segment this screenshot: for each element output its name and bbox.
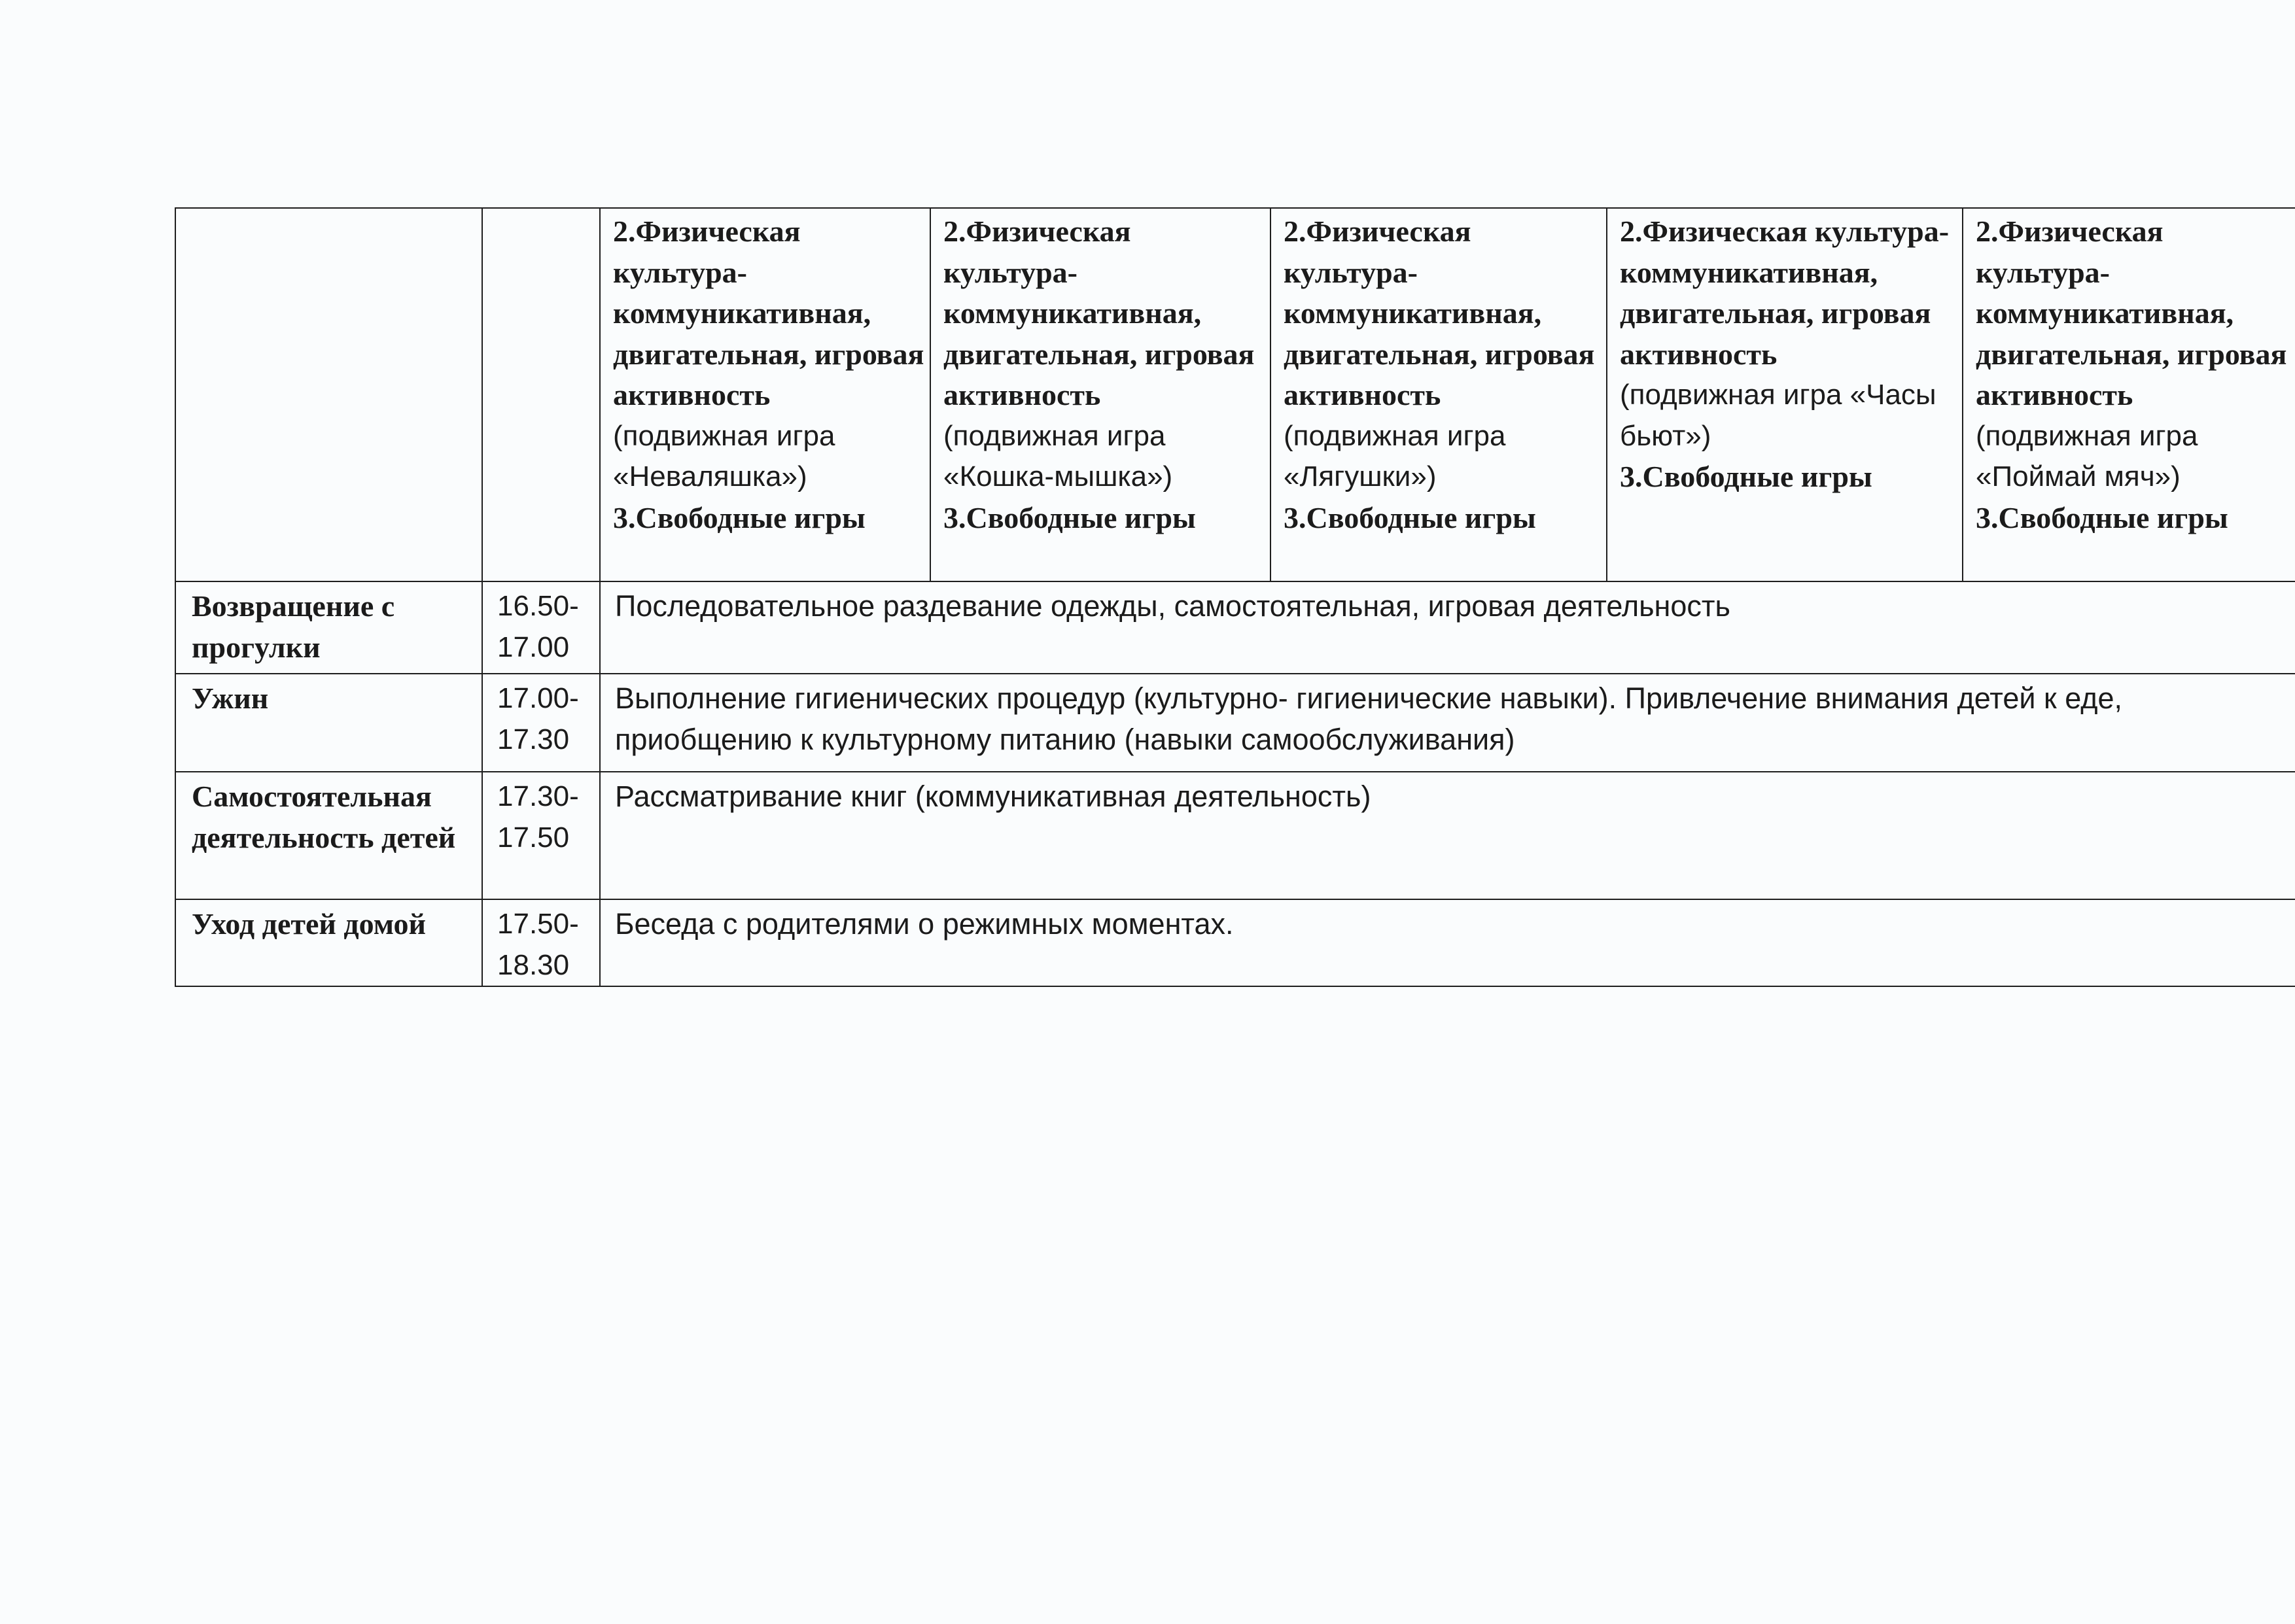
regime-label: Самостоятельная деятельность детей (175, 772, 482, 899)
activity-title: 2.Физическая культура-коммуникативная, двигательная, игровая активность (613, 215, 924, 411)
time-range: 17.30-17.50 (482, 772, 600, 899)
regime-label: Уход детей домой (175, 899, 482, 986)
game-description: (подвижная игра «Лягушки») (1284, 419, 1506, 492)
game-cell (1607, 208, 1963, 581)
game-description: (подвижная игра «Поймай мяч») (1976, 419, 2198, 492)
regime-label: Ужин (175, 674, 482, 772)
game-cell (1270, 208, 1607, 581)
regime-description: Рассматривание книг (коммуникативная деятельность) (600, 772, 2295, 899)
free-play-label: 3.Свободные игры (1284, 500, 1536, 534)
game-cell (600, 208, 930, 581)
game-cell (930, 208, 1270, 581)
regime-description: Последовательное раздевание одежды, самостоятельная, игровая деятельность (600, 581, 2295, 674)
activity-title: 2.Физическая культура-коммуникативная, двигательная, игровая активность (1284, 215, 1595, 411)
free-play-label: 3.Свободные игры (1620, 460, 1872, 493)
free-play-label: 3.Свободные игры (943, 500, 1196, 534)
free-play-label: 3.Свободные игры (613, 500, 866, 534)
empty-label-cell (175, 208, 482, 581)
game-description: (подвижная игра «Кошка-мышка») (943, 419, 1173, 492)
game-cell (1963, 208, 2295, 581)
table-row-games (175, 208, 2295, 581)
table-row (175, 899, 2295, 986)
game-description: (подвижная игра «Часы бьют») (1620, 379, 1936, 452)
activity-title: 2.Физическая культура-коммуникативная, двигательная, игровая активность (943, 215, 1255, 411)
empty-time-cell (482, 208, 600, 581)
time-range: 17.50-18.30 (482, 899, 600, 986)
time-range: 16.50-17.00 (482, 581, 600, 674)
regime-description: Выполнение гигиенических процедур (культурно- гигиенические навыки). Привлечение внимания детей к еде, приобщению к культурному питанию (навыки самообслуживания) (600, 674, 2295, 772)
table-row (175, 772, 2295, 899)
activity-title: 2.Физическая культура-коммуникативная, двигательная, игровая активность (1976, 215, 2287, 411)
regime-description: Беседа с родителями о режимных моментах. (600, 899, 2295, 986)
table-row (175, 674, 2295, 772)
activity-title: 2.Физическая культура-коммуникативная, двигательная, игровая активность (1620, 215, 1950, 371)
game-description: (подвижная игра «Неваляшка») (613, 419, 835, 492)
table-row (175, 581, 2295, 674)
time-range: 17.00-17.30 (482, 674, 600, 772)
regime-label: Возвращение с прогулки (175, 581, 482, 674)
free-play-label: 3.Свободные игры (1976, 500, 2228, 534)
schedule-table (175, 207, 2295, 987)
